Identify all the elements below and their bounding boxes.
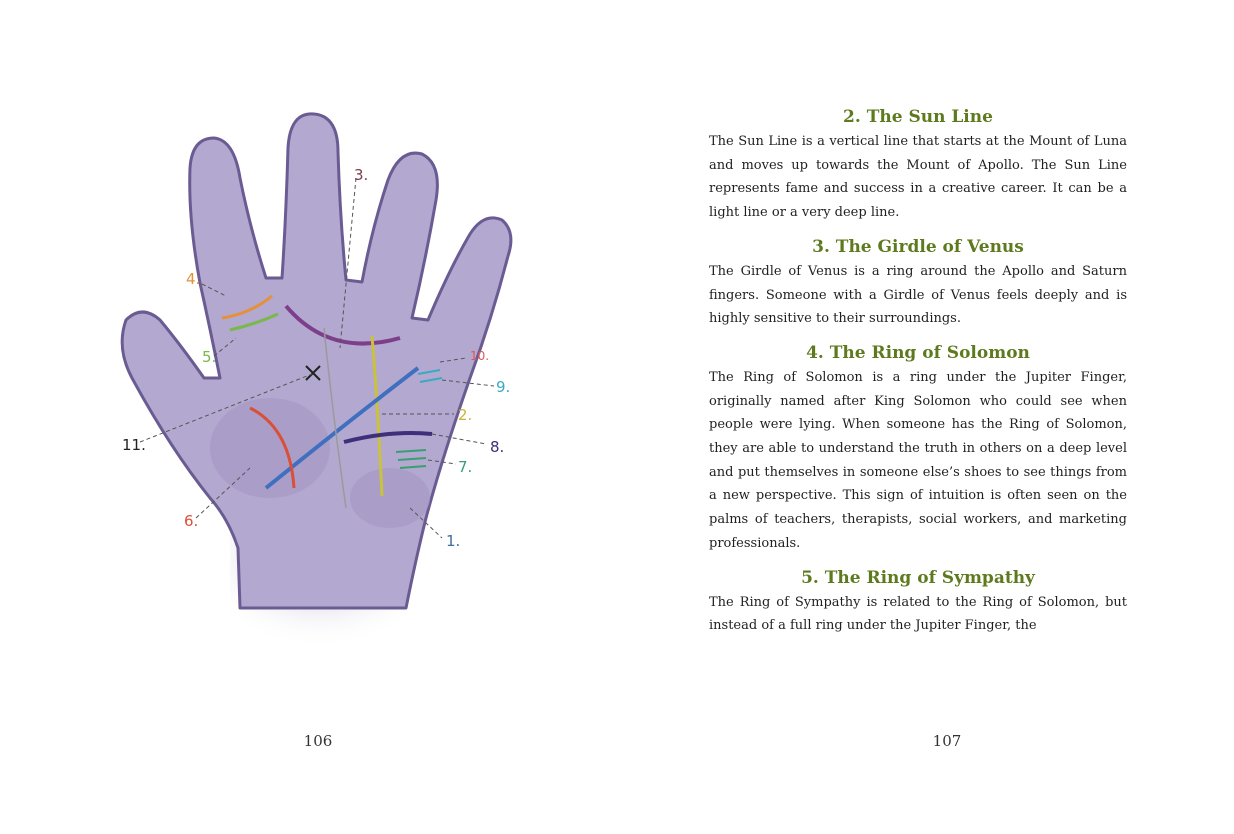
- callout-6: 6.: [184, 512, 199, 530]
- callout-9: 9.: [496, 378, 511, 396]
- callout-3: 3.: [354, 166, 369, 184]
- section-body: The Ring of Sympathy is related to the Ring of Solomon, but instead of a full ring under the Jupiter Finger, the: [709, 594, 1127, 634]
- callout-1: 1.: [446, 532, 461, 550]
- callout-11: 11.: [122, 436, 146, 454]
- palm-lines-diagram: [110, 108, 530, 668]
- page-number: 107: [932, 732, 962, 750]
- callout-7: 7.: [458, 458, 473, 476]
- callout-5: 5.: [202, 348, 217, 366]
- section-spacer: [709, 331, 1127, 340]
- section-body: The Sun Line is a vertical line that starts at the Mount of Luna and moves up towards the Mount of Apollo. The Sun Line represents fame and success in a creative career. It can be a light line or a very deep line.: [709, 134, 1127, 221]
- section-title: 5. The Ring of Sympathy: [801, 567, 1035, 588]
- right-page: [617, 0, 1234, 834]
- section-body: The Girdle of Venus is a ring around the Apollo and Saturn fingers. Someone with a Girdle of Venus feels deeply and is highly sensitive to their surroundings.: [709, 263, 1127, 327]
- palm-lines-illustration: [110, 108, 530, 668]
- callout-8: 8.: [490, 438, 505, 456]
- text-column: [709, 104, 1127, 638]
- callout-4: 4.: [186, 270, 201, 288]
- section-title: 2. The Sun Line: [843, 107, 993, 127]
- section-spacer: [709, 225, 1127, 234]
- section-title: 4. The Ring of Solomon: [806, 342, 1030, 363]
- section-body: The Ring of Solomon is a ring under the Jupiter Finger, originally named after King Solomon who could see when people were lying. When someone has the Ring of Solomon, they are able to understand the truth in others on a deep level and put themselves in someone else’s shoes to see things from a new perspective. This sign of intuition is often seen on the palms of teachers, therapists, social workers, and marketing professionals.: [709, 369, 1127, 551]
- section-spacer: [709, 556, 1127, 565]
- page-number: 106: [303, 732, 333, 750]
- callout-10: 10.: [470, 349, 490, 363]
- palm-shading: [350, 468, 430, 528]
- section-title: 3. The Girdle of Venus: [812, 236, 1024, 257]
- callout-2: 2.: [458, 406, 473, 424]
